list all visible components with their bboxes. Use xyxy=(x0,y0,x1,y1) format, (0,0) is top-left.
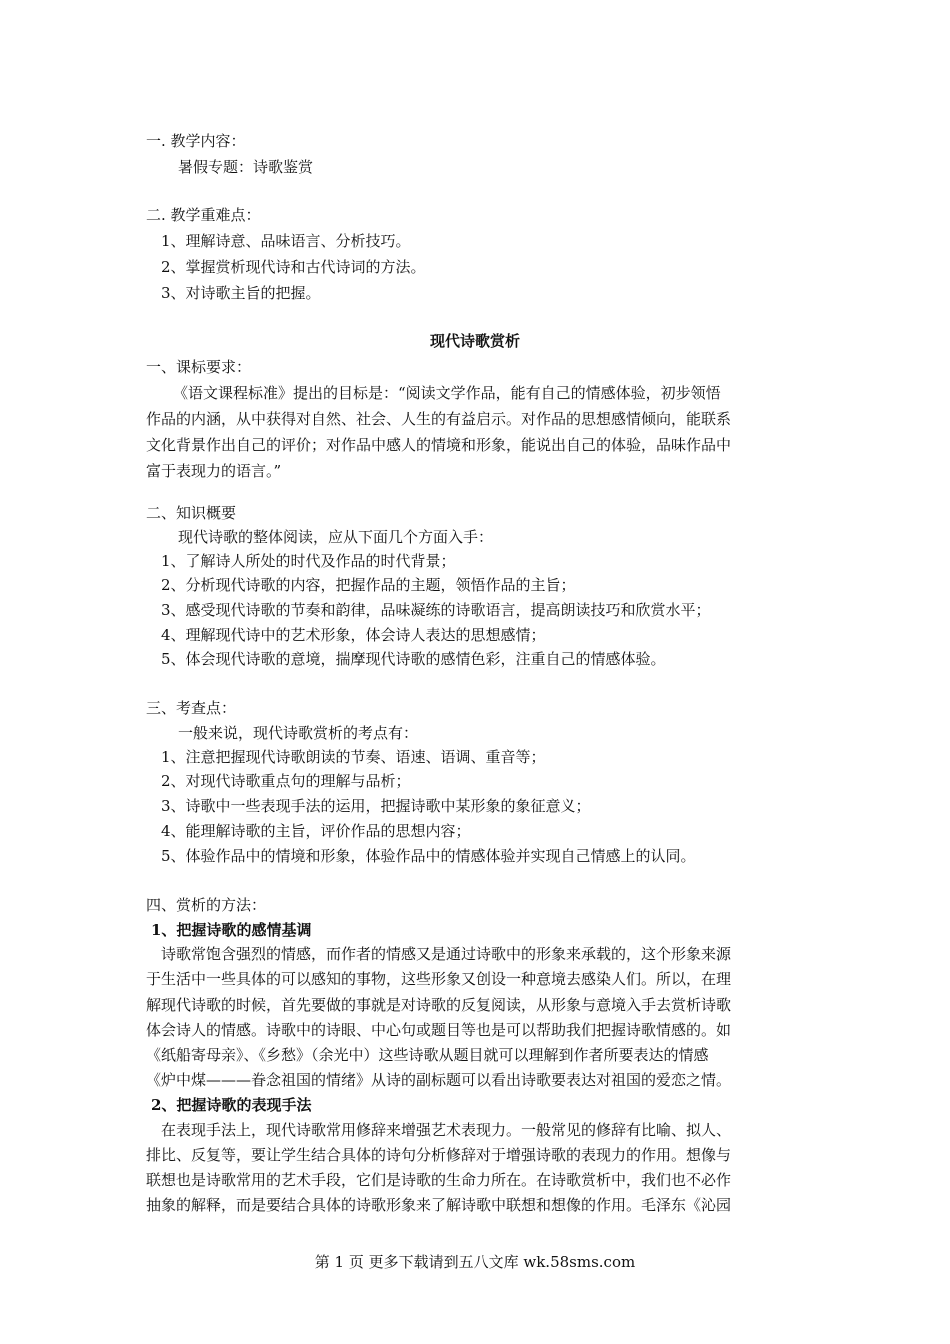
curriculum-line: 富于表现力的语言。” xyxy=(146,462,282,480)
exam-item: 4、能理解诗歌的主旨，评价作品的思想内容； xyxy=(161,822,471,840)
section2-item: 1、理解诗意、品味语言、分析技巧。 xyxy=(161,232,411,250)
curriculum-heading: 一、课标要求： xyxy=(146,358,252,376)
method2-line: 联想也是诗歌常用的艺术手段，它们是诗歌的生命力所在。在诗歌赏析中，我们也不必作 xyxy=(146,1171,732,1189)
exam-heading: 三、考查点： xyxy=(146,699,237,717)
page-footer: 第 1 页 更多下载请到五八文库 wk.58sms.com xyxy=(314,1253,636,1271)
exam-item: 3、诗歌中一些表现手法的运用，把握诗歌中某形象的象征意义； xyxy=(161,797,591,815)
knowledge-item: 2、分析现代诗歌的内容，把握作品的主题，领悟作品的主旨； xyxy=(161,576,576,594)
section2-item: 3、对诗歌主旨的把握。 xyxy=(161,284,321,302)
curriculum-line: 作品的内涵，从中获得对自然、社会、人生的有益启示。对作品的思想感情倾向，能联系 xyxy=(146,410,732,428)
knowledge-heading: 二、知识概要 xyxy=(146,504,237,522)
exam-item: 1、注意把握现代诗歌朗读的节奏、语速、语调、重音等； xyxy=(161,748,546,766)
knowledge-item: 5、体会现代诗歌的意境，揣摩现代诗歌的感情色彩，注重自己的情感体验。 xyxy=(161,650,666,668)
section1-heading: 一. 教学内容： xyxy=(146,132,246,150)
curriculum-line: 文化背景作出自己的评价；对作品中感人的情境和形象，能说出自己的体验，品味作品中 xyxy=(146,436,732,454)
exam-item: 5、体验作品中的情境和形象，体验作品中的情感体验并实现自己情感上的认同。 xyxy=(161,847,696,865)
method2-line: 抽象的解释，而是要结合具体的诗歌形象来了解诗歌中联想和想像的作用。毛泽东《沁园 xyxy=(146,1196,732,1214)
knowledge-intro: 现代诗歌的整体阅读，应从下面几个方面入手： xyxy=(178,528,494,546)
method1-line: 诗歌常饱含强烈的情感，而作者的情感又是通过诗歌中的形象来承载的，这个形象来源 xyxy=(161,945,732,963)
method1-line: 解现代诗歌的时候，首先要做的事就是对诗歌的反复阅读，从形象与意境入手去赏析诗歌 xyxy=(146,996,732,1014)
method2-line: 在表现手法上，现代诗歌常用修辞来增强艺术表现力。一般常见的修辞有比喻、拟人、 xyxy=(161,1121,732,1139)
method2-title: 2、把握诗歌的表现手法 xyxy=(151,1096,312,1114)
section2-item: 2、掌握赏析现代诗和古代诗词的方法。 xyxy=(161,258,426,276)
curriculum-line: 《语文课程标准》提出的目标是：“阅读文学作品，能有自己的情感体验，初步领悟 xyxy=(173,384,721,402)
knowledge-item: 4、理解现代诗中的艺术形象，体会诗人表达的思想感情； xyxy=(161,626,546,644)
method1-line: 《炉中煤———眷念祖国的情绪》从诗的副标题可以看出诗歌要表达对祖国的爱恋之情。 xyxy=(146,1071,732,1089)
method1-line: 体会诗人的情感。诗歌中的诗眼、中心句或题目等也是可以帮助我们把握诗歌情感的。如 xyxy=(146,1021,732,1039)
main-title: 现代诗歌赏析 xyxy=(429,332,520,350)
knowledge-item: 3、感受现代诗歌的节奏和韵律，品味凝练的诗歌语言，提高朗读技巧和欣赏水平； xyxy=(161,601,711,619)
method1-line: 《纸船寄母亲》、《乡愁》（余光中）这些诗歌从题目就可以理解到作者所要表达的情感 xyxy=(146,1046,709,1064)
methods-heading: 四、赏析的方法： xyxy=(146,896,267,914)
method1-line: 于生活中一些具体的可以感知的事物，这些形象又创设一种意境去感染人们。所以，在理 xyxy=(146,970,732,988)
method2-line: 排比、反复等，要让学生结合具体的诗句分析修辞对于增强诗歌的表现力的作用。想像与 xyxy=(146,1146,732,1164)
section1-item: 暑假专题：诗歌鉴赏 xyxy=(178,158,314,176)
section2-heading: 二. 教学重难点： xyxy=(146,206,261,224)
method1-title: 1、把握诗歌的感情基调 xyxy=(151,921,312,939)
exam-intro: 一般来说，现代诗歌赏析的考点有： xyxy=(178,724,419,742)
exam-item: 2、对现代诗歌重点句的理解与品析； xyxy=(161,772,411,790)
knowledge-item: 1、了解诗人所处的时代及作品的时代背景； xyxy=(161,552,456,570)
